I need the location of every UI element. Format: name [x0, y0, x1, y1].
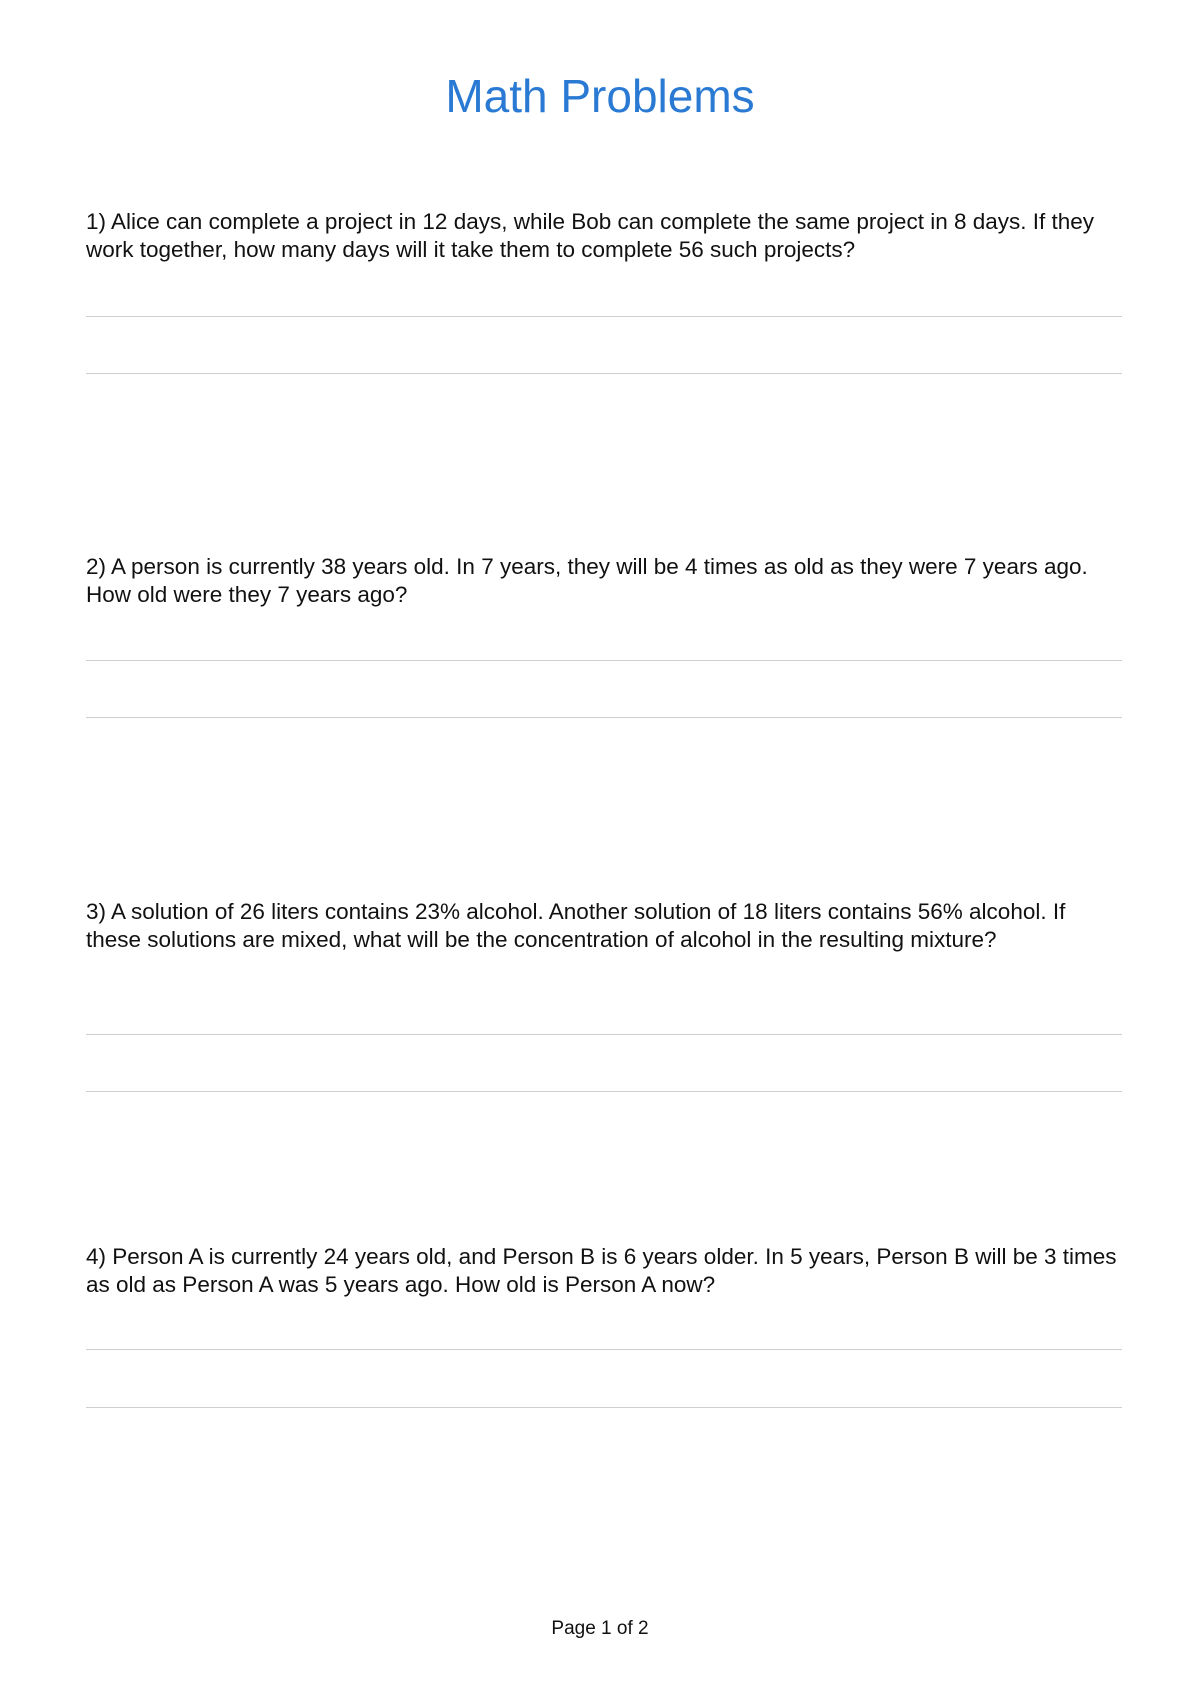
problem-text: 3) A solution of 26 liters contains 23% alcohol. Another solution of 18 liters contains 56% alcohol. If these solutions are mixed, what will be the concentration of alcohol in the resulting mixture?: [86, 899, 1066, 952]
problem-text: 1) Alice can complete a project in 12 days, while Bob can complete the same project in 8 days. If they work together, how many days will it take them to complete 56 such projects?: [86, 209, 1095, 262]
problem-text: 4) Person A is currently 24 years old, and Person B is 6 years older. In 5 years, Person B will be 3 times as old as Person A was 5 years ago. How old is Person A now?: [86, 1244, 1117, 1297]
page-number: Page 1 of 2: [551, 1618, 649, 1639]
answer-line: [86, 717, 1122, 718]
problem-2: [86, 553, 1126, 609]
answer-line: [86, 1091, 1122, 1092]
answer-line: [86, 660, 1122, 661]
problem-text: 2) A person is currently 38 years old. In 7 years, they will be 4 times as old as they were 7 years ago. How old were they 7 years ago?: [86, 554, 1088, 607]
problem-1: [86, 208, 1126, 264]
answer-line: [86, 1034, 1122, 1035]
answer-line: [86, 1407, 1122, 1408]
answer-line: [86, 373, 1122, 374]
problem-4: [86, 1243, 1126, 1299]
problem-3: [86, 898, 1126, 954]
answer-line: [86, 1349, 1122, 1350]
page-title: Math Problems: [445, 70, 755, 122]
answer-line: [86, 316, 1122, 317]
